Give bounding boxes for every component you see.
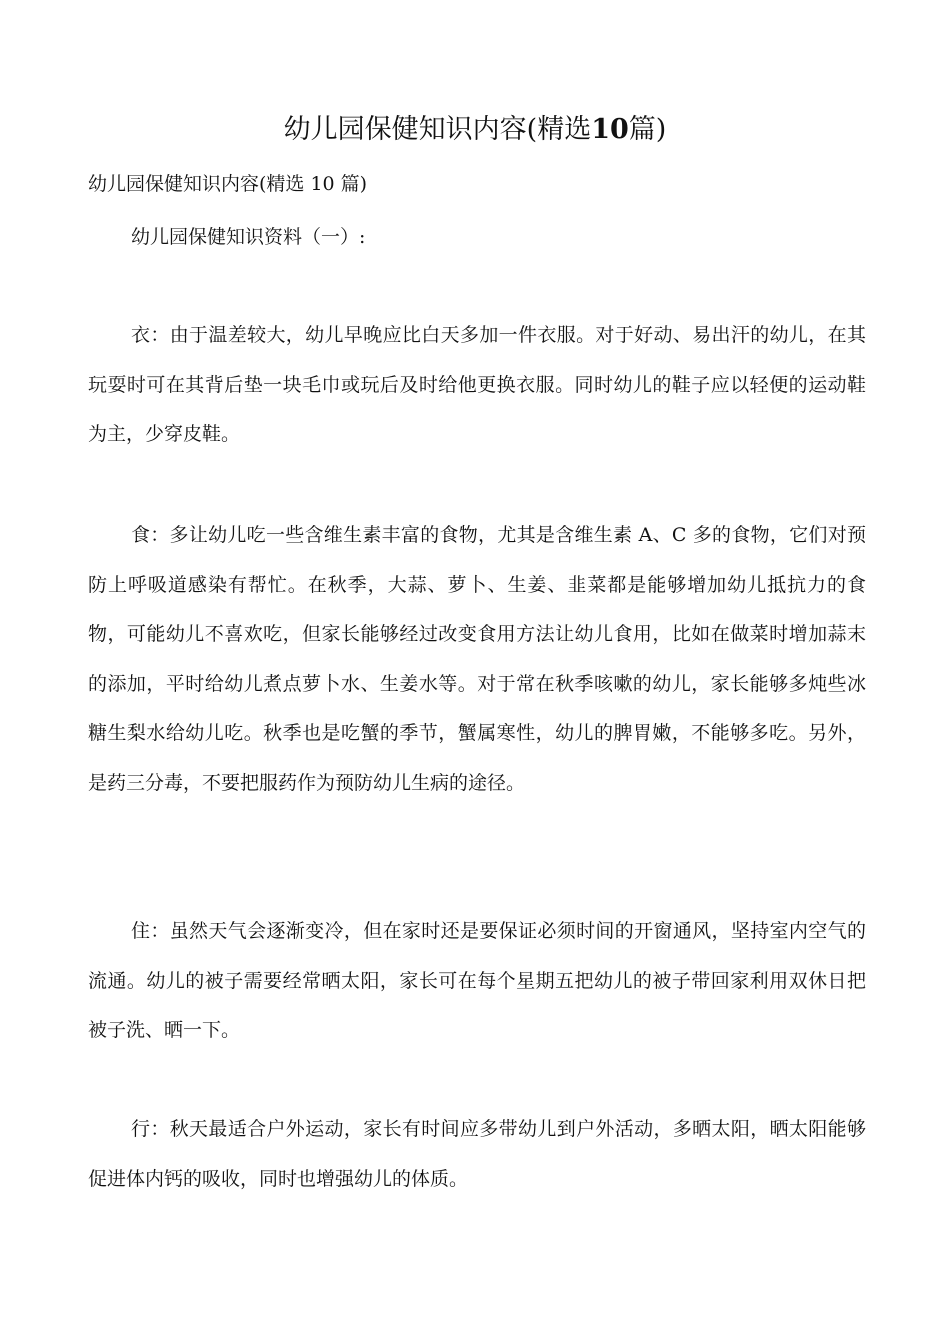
document-title	[0, 112, 950, 148]
document-subtitle: 幼儿园保健知识内容(精选 10 篇)	[88, 173, 368, 195]
paragraph-food: 食：多让幼儿吃一些含维生素丰富的食物，尤其是含维生素 A、C 多的食物，它们对预防上呼吸道感染有帮忙。在秋季，大蒜、萝卜、生姜、韭菜都是能够增加幼儿抵抗力的食物，可能幼儿不喜欢吃，但家长能够经过改变食用方法让幼儿食用，比如在做菜时增加蒜末的添加，平时给幼儿煮点萝卜水、生姜水等。对于常在秋季咳嗽的幼儿，家长能够多炖些冰糖生梨水给幼儿吃。秋季也是吃蟹的季节，蟹属寒性，幼儿的脾胃嫩，不能够多吃。另外，是药三分毒，不要把服药作为预防幼儿生病的途径。	[88, 524, 866, 794]
paragraph-housing: 住：虽然天气会逐渐变冷，但在家时还是要保证必须时间的开窗通风，坚持室内空气的流通。幼儿的被子需要经常晒太阳，家长可在每个星期五把幼儿的被子带回家利用双休日把被子洗、晒一下。	[88, 920, 866, 1041]
title-prefix: 幼儿园保健知识内容(精选	[283, 114, 592, 145]
title-number: 10	[591, 114, 629, 145]
paragraph-clothing: 衣：由于温差较大，幼儿早晚应比白天多加一件衣服。对于好动、易出汗的幼儿，在其玩耍时可在其背后垫一块毛巾或玩后及时给他更换衣服。同时幼儿的鞋子应以轻便的运动鞋为主，少穿皮鞋。	[88, 324, 866, 445]
section-heading: 幼儿园保健知识资料（一）:	[131, 226, 366, 248]
paragraph-activity: 行：秋天最适合户外运动，家长有时间应多带幼儿到户外活动，多晒太阳，晒太阳能够促进体内钙的吸收，同时也增强幼儿的体质。	[88, 1118, 866, 1190]
title-suffix: 篇)	[628, 114, 667, 145]
